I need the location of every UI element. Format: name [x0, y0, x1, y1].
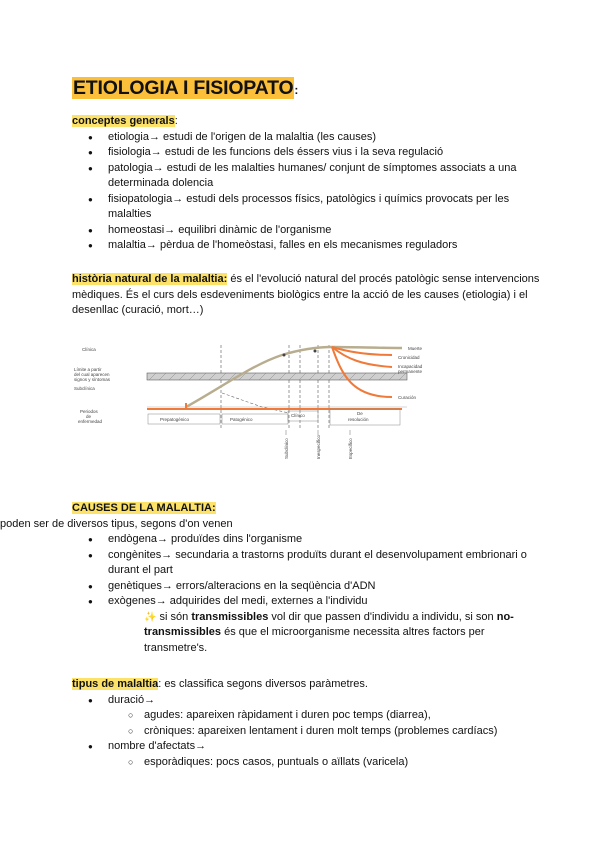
causes-intro: poden ser de diversos tipus, segons d'on venen [0, 517, 233, 530]
list-item: ● fisiologia→ estudi de les funcions dels éssers vius i la seva regulació [72, 145, 542, 161]
threshold-band [147, 373, 407, 380]
list-item: ○ esporàdiques: pocs casos, puntuals o aïllats (varicela) [72, 755, 542, 771]
label-limite-3: signos y síntomas [74, 377, 111, 382]
transmissibility-note [72, 610, 542, 657]
period-prepatogenico: Prepatogénico [160, 417, 190, 422]
list-item [72, 739, 542, 755]
tipus-heading: tipus de malaltia [72, 678, 159, 690]
sparkle-icon: ✨ [144, 611, 157, 623]
list-item [72, 693, 542, 709]
bottom-especifico: Específico [348, 438, 353, 459]
historia-heading: història natural de la malaltia: [72, 273, 228, 285]
tipus-duracio: duració→ [108, 693, 156, 706]
list-item: ● exògenes→ adquirides del medi, externes a l'individu [72, 594, 542, 610]
list-item: ○ cròniques: apareixen lentament i duren molt temps (problemes cardíacs) [72, 724, 542, 740]
tipus-nombre-afectats: nombre d'afectats→ [108, 740, 207, 752]
page-title [72, 76, 298, 102]
death-curve [332, 347, 402, 348]
conceptes-heading: conceptes generals [72, 115, 175, 127]
label-limite: Límite a partir [74, 367, 102, 372]
causes-list [72, 532, 542, 610]
page-title-text: ETIOLOGIA I FISIOPATO [73, 77, 294, 99]
tipus-text: : es classifica segons diversos paràmetres. [158, 678, 368, 690]
bottom-subclinico: Subclínico [284, 438, 289, 459]
label-clinica: Clínica [82, 347, 96, 352]
period-de: De [357, 411, 363, 416]
label-limite-2: del cual aparecen [74, 372, 110, 377]
historia-section [72, 272, 542, 319]
list-item: ● etiologia→ estudi de l'origen de la malaltia (les causes) [72, 130, 542, 146]
list-item: ● fisiopatologia→ estudi dels processos físics, patològics i químics provocats per les malalties [72, 192, 542, 223]
causes-section [0, 501, 542, 656]
tipus-list-2 [72, 739, 542, 755]
note-part: és que el microorganisme necessita altres factors per transmetre's. [144, 626, 485, 654]
conceptes-list [72, 130, 542, 254]
list-item: ● homeostasi→ equilibri dinàmic de l'organisme [72, 223, 542, 239]
label-periodos-enfermedad: enfermedad [78, 419, 103, 424]
list-item: ● endògena→ produïdes dins l'organisme [72, 532, 542, 548]
conceptes-colon: : [174, 115, 178, 127]
conceptes-section [72, 114, 542, 254]
outcome-curacion: Curación [398, 395, 417, 400]
outcome-cronicidad: Cronicidad [398, 355, 420, 360]
outcome-muerte: Muerte [408, 346, 423, 351]
period-patogenico: Patogénico [230, 417, 253, 422]
outcome-permanente: permanente [398, 369, 423, 374]
causes-heading: CAUSES DE LA MALALTIA: [72, 502, 216, 514]
bottom-inespecifico: Inespecífico [316, 434, 321, 459]
list-item: ○ agudes: apareixen ràpidament i duren poc temps (diarrea), [72, 708, 542, 724]
outcome-incapacidad: Incapacidad [398, 364, 423, 369]
label-subclinica: Subclínica [74, 386, 95, 391]
label-periodos: Periodos [80, 409, 98, 414]
tipus-section [72, 677, 542, 770]
period-clinico: Clínico [291, 413, 305, 418]
natural-history-diagram [62, 335, 462, 460]
list-item: ● congènites→ secundaria a trastorns produïts durant el desenvolupament embrionari o durant el part [72, 548, 542, 579]
note-bold-transmissibles: transmissibles [191, 610, 269, 623]
tipus-afectats-sublist [72, 755, 542, 771]
list-item: ● patologia→ estudi de les malalties humanes/ conjunt de símptomes associats a una determinada dolencia [72, 161, 542, 192]
list-item: ● malaltia→ pèrdua de l'homeòstasi, falles en els mecanismes reguladors [72, 238, 542, 254]
list-item: ● genètiques→ errors/alteracions en la seqüència d'ADN [72, 579, 542, 595]
note-part: vol dir que passen d'individu a individu, si son [268, 610, 497, 623]
label-periodos-de: de [86, 414, 92, 419]
tipus-list [72, 693, 542, 709]
note-bold-no-transmissibles: no-transmissibles [144, 610, 514, 638]
historia-text: és el l'evolució natural del procés patològic sense intervencions mèdiques. És el curs dels esdeveniments biològics entre la acció de les causes (etiologia) i el desenllac (curació, mort…) [72, 273, 540, 316]
period-resolucion: resolución [348, 417, 369, 422]
tipus-duracio-sublist [72, 708, 542, 739]
note-part: si són [156, 610, 192, 623]
page-title-suffix: : [294, 83, 299, 97]
